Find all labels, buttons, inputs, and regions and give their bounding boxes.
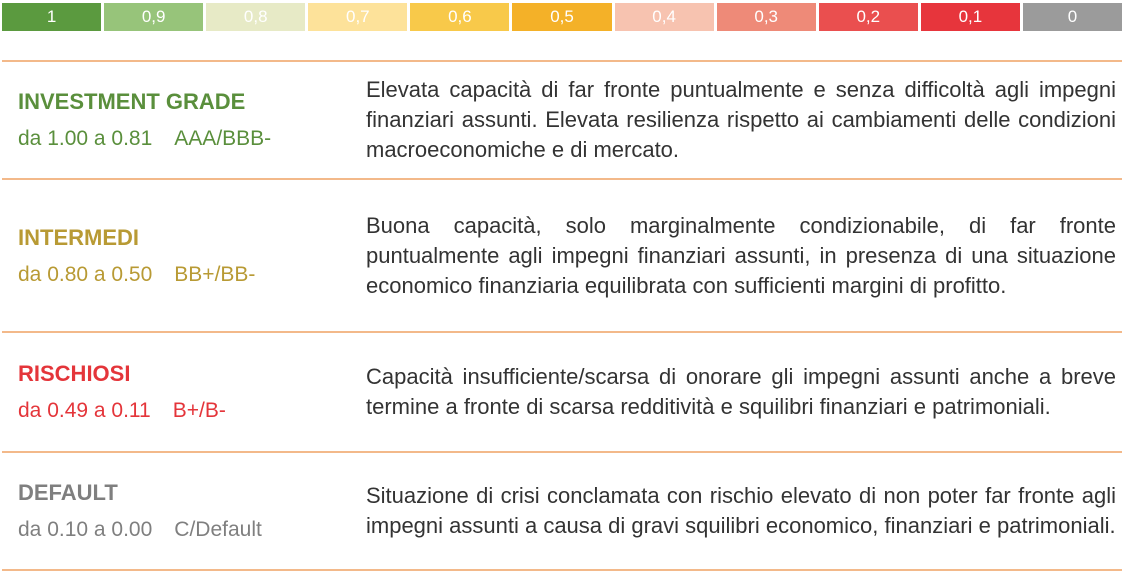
- grade-range: da 0.10 a 0.00: [18, 518, 153, 541]
- scale-cell: 0,2: [819, 3, 918, 31]
- grade-description: Situazione di crisi conclamata con rischio elevato di non poter far fronte agli impegni assunti a causa di gravi squilibri economico, finanziari e patrimoniali.: [366, 483, 1116, 538]
- scale-cell: 0,4: [615, 3, 714, 31]
- scale-cell: 0,8: [206, 3, 305, 31]
- grade-info: [2, 474, 366, 548]
- table-row: [2, 453, 1122, 571]
- grade-name: DEFAULT: [18, 480, 118, 505]
- scale-cell: 0: [1023, 3, 1122, 31]
- grade-description: Buona capacità, solo marginalmente condizionabile, di far fronte puntualmente agli impegni finanziari assunti, in presenza di una situazione economico finanziaria equilibrata con sufficienti margini di profitto.: [366, 212, 1116, 298]
- grade-rating: C/Default: [174, 518, 262, 541]
- grade-name: INVESTMENT GRADE: [18, 89, 246, 114]
- scale-cell: 0,9: [104, 3, 203, 31]
- rating-table: [2, 60, 1122, 571]
- grade-range: da 0.80 a 0.50: [18, 262, 153, 286]
- table-row: [2, 333, 1122, 453]
- grade-name: INTERMEDI: [18, 224, 139, 250]
- grade-range-line: [18, 256, 366, 293]
- grade-description: Elevata capacità di far fronte puntualmente e senza difficoltà agli impegni finanziari assunti. Elevata resilienza rispetto ai cambiamenti delle condizioni macroeconomiche e di mercato.: [366, 77, 1116, 162]
- grade-range: da 0.49 a 0.11: [18, 399, 151, 422]
- grade-rating: AAA/BBB-: [174, 127, 272, 150]
- rating-color-scale: [2, 3, 1122, 31]
- scale-cell: 0,1: [921, 3, 1020, 31]
- table-row: [2, 62, 1122, 180]
- scale-cell: 0,6: [410, 3, 509, 31]
- grade-info: [2, 219, 366, 293]
- grade-description: Capacità insufficiente/scarsa di onorare gli impegni assunti anche a breve termine a fronte di scarsa redditività e squilibri finanziari e patrimoniali.: [366, 364, 1116, 419]
- grade-rating: BB+/BB-: [174, 262, 256, 286]
- scale-cell: 1: [2, 3, 101, 31]
- scale-cell: 0,3: [717, 3, 816, 31]
- grade-name: RISCHIOSI: [18, 361, 131, 386]
- table-row: [2, 180, 1122, 333]
- scale-cell: 0,5: [512, 3, 611, 31]
- scale-cell: 0,7: [308, 3, 407, 31]
- grade-range-line: [18, 511, 366, 548]
- grade-info: [2, 355, 366, 429]
- grade-range-line: [18, 120, 366, 157]
- grade-range-line: [18, 392, 366, 429]
- grade-rating: B+/B-: [172, 399, 226, 422]
- grade-range: da 1.00 a 0.81: [18, 127, 153, 150]
- grade-info: [2, 83, 366, 157]
